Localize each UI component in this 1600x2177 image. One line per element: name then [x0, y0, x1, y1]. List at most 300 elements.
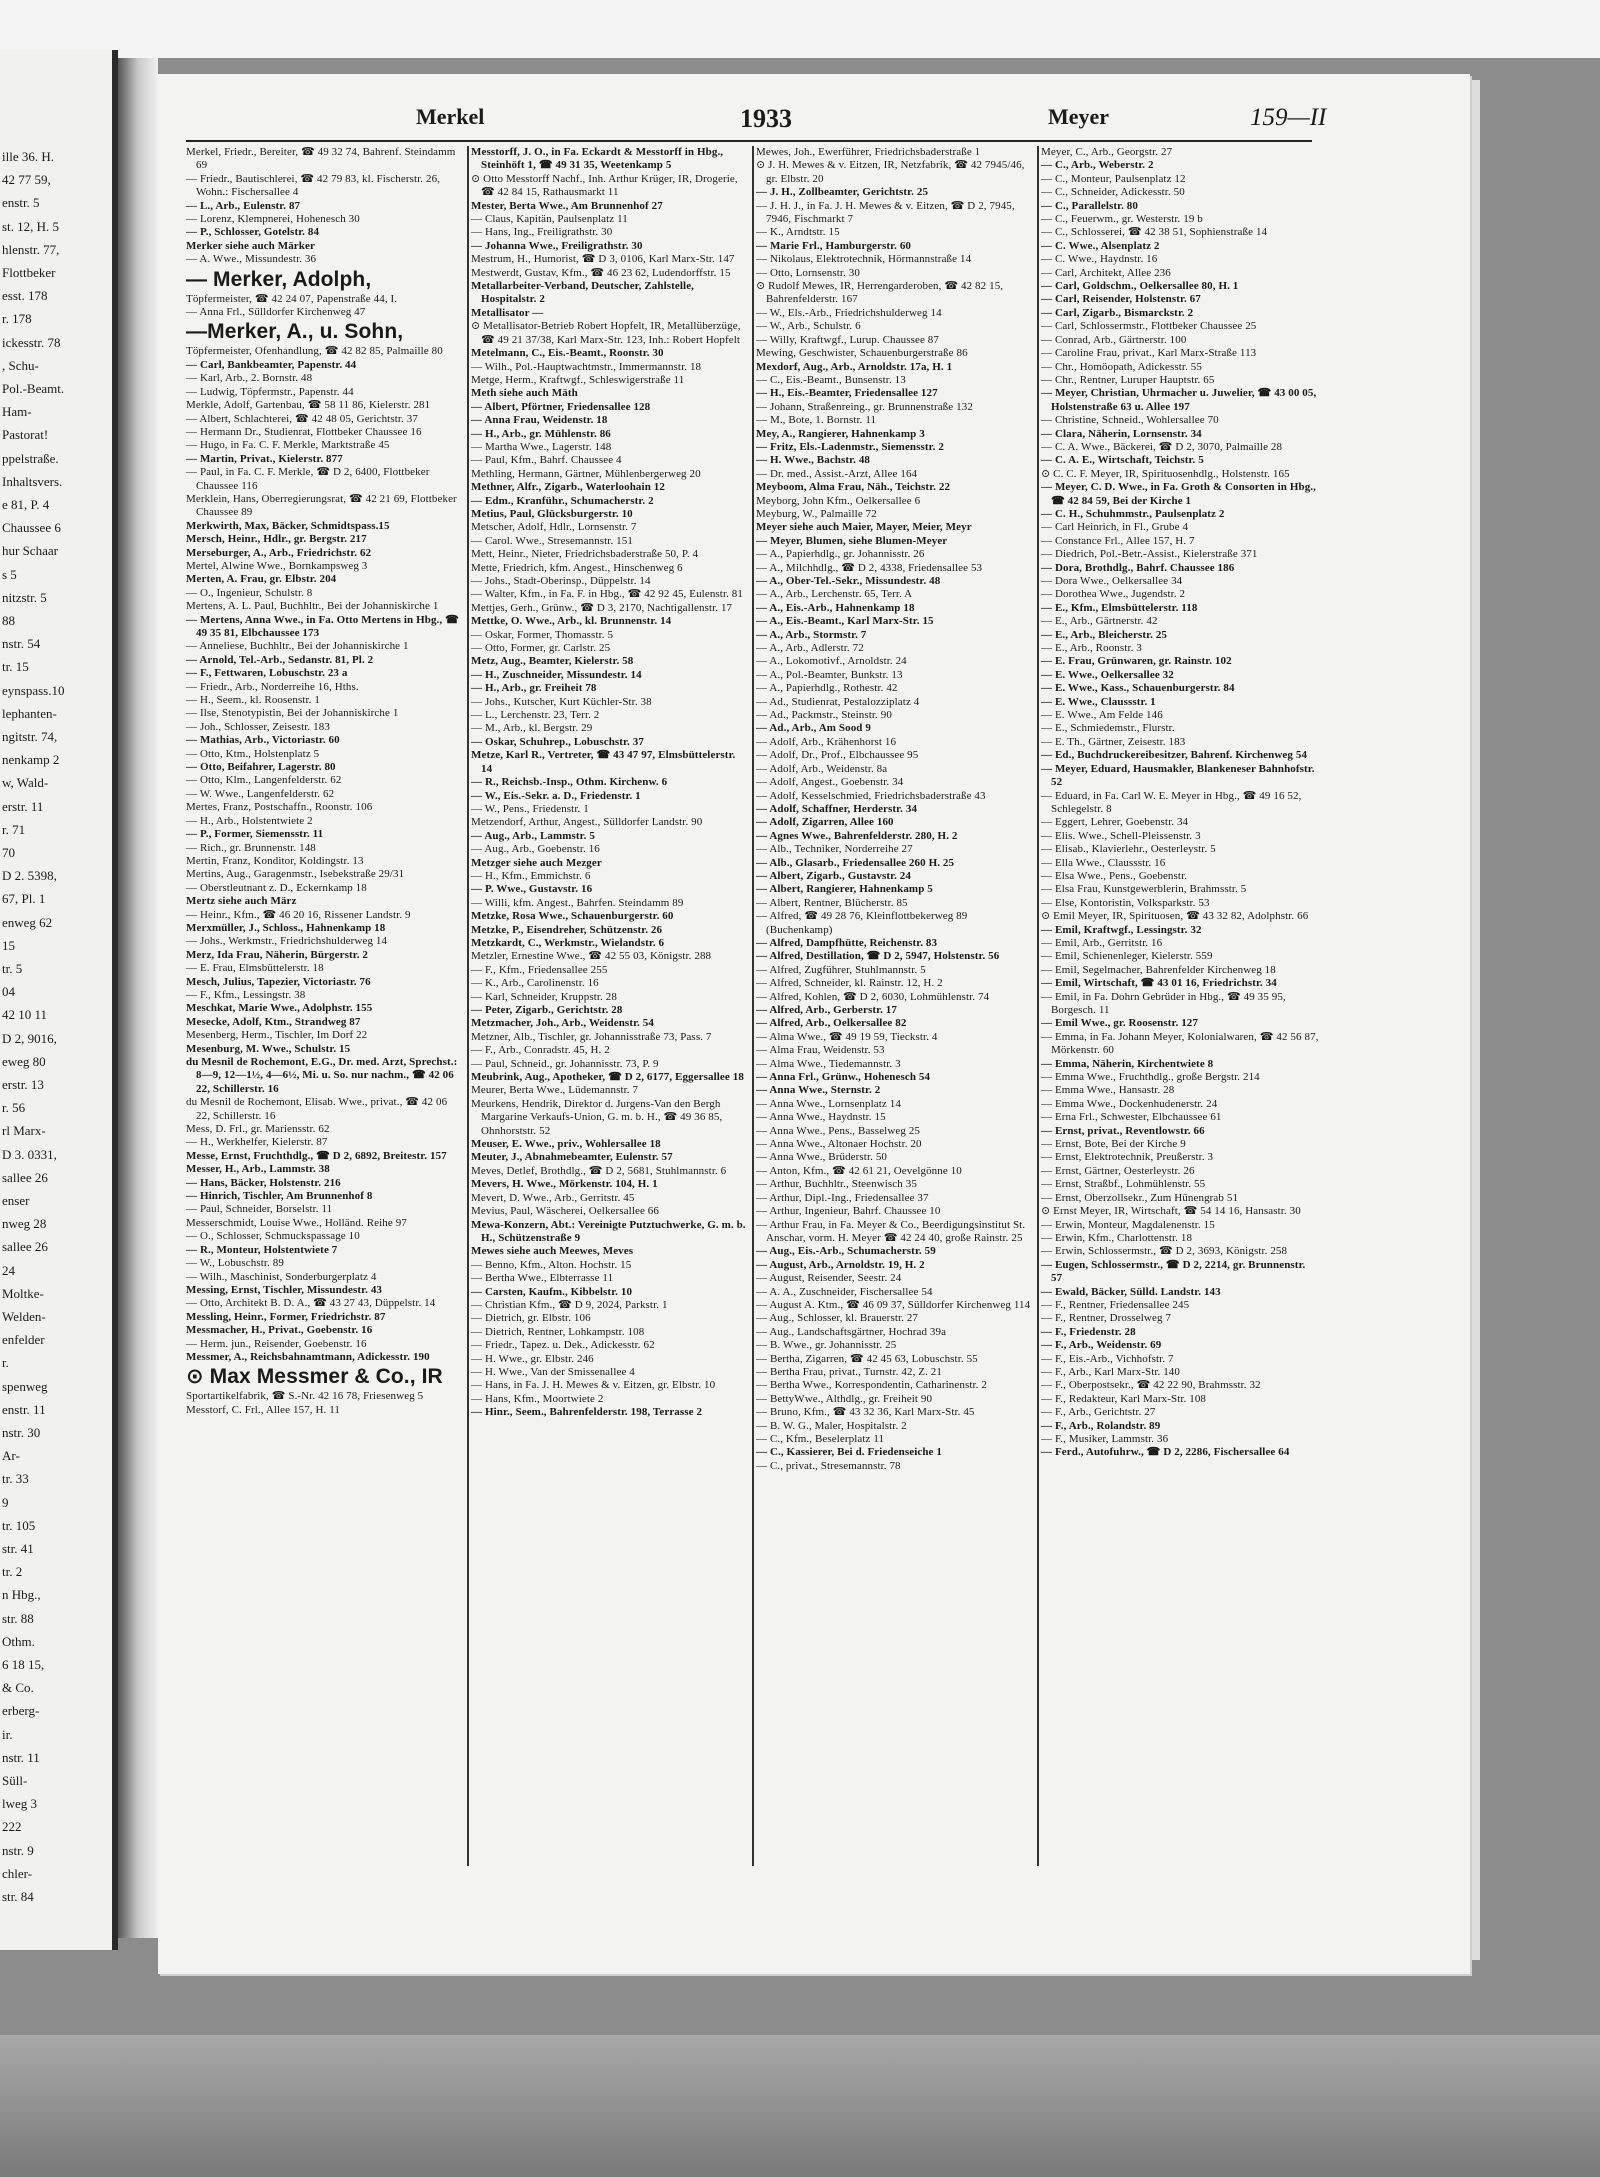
directory-entry: Metzendorf, Arthur, Angest., Sülldorfer Landstr. 90 — [471, 816, 703, 829]
directory-entry: — Dora, Brothdlg., Bahrf. Chaussee 186 — [1041, 561, 1235, 574]
directory-entry: — E. Th., Gärtner, Zeisestr. 183 — [1041, 735, 1186, 748]
directory-entry: Meubrink, Aug., Apotheker, ☎ D 2, 6177, Eggersallee 18 — [471, 1071, 744, 1084]
facing-page-text-fragment: 88 — [2, 613, 15, 628]
directory-entry: — H., Eis.-Beamter, Friedensallee 127 — [756, 387, 938, 400]
directory-entry: — Albert, Pförtner, Friedensallee 128 — [471, 400, 651, 413]
facing-page-text-fragment: 42 10 11 — [2, 1007, 48, 1023]
directory-entry: — C., Schlosserei, ☎ 42 38 51, Sophienstraße 14 — [1041, 226, 1268, 239]
directory-entry: — Anna Wwe., Haydnstr. 15 — [756, 1111, 886, 1124]
facing-page-text-fragment: nstr. 9 — [2, 1842, 34, 1858]
directory-entry: — W., Eis.-Sekr. a. D., Friedenstr. 1 — [471, 789, 641, 802]
directory-entry: — Dora Wwe., Oelkersallee 34 — [1041, 575, 1183, 587]
directory-entry: — Anna Wwe., Brüderstr. 50 — [756, 1151, 888, 1164]
directory-entry: — Hinrich, Tischler, Am Brunnenhof 8 — [186, 1190, 373, 1203]
facing-page-text-fragment: w, Wald- — [2, 775, 49, 791]
directory-entry: — A., Papierhdlg., Rothestr. 42 — [756, 682, 898, 695]
directory-entry: — E., Kfm., Elmsbüttelerstr. 118 — [1041, 601, 1198, 614]
directory-entry: Mertes, Franz, Postschaffn., Roonstr. 106 — [186, 801, 373, 814]
directory-entry: — C., Parallelstr. 80 — [1041, 199, 1139, 212]
directory-entry: — Erwin, Schlossermstr., ☎ D 2, 3693, Königstr. 258 — [1041, 1245, 1288, 1258]
directory-entry: — J. H., Zollbeamter, Gerichtstr. 25 — [756, 186, 929, 199]
facing-page-text-fragment: Süll- — [2, 1773, 28, 1788]
directory-entry: — Otto, Former, gr. Carlstr. 25 — [471, 642, 611, 655]
directory-entry: — Ernst, Straßbf., Lohmühlenstr. 55 — [1041, 1178, 1206, 1191]
directory-entry: — C. A. E., Wirtschaft, Teichstr. 5 — [1041, 454, 1204, 467]
directory-entry: — Ludwig, Töpfermstr., Papenstr. 44 — [186, 385, 354, 398]
directory-entry: — C. H., Schuhmmstr., Paulsenplatz 2 — [1041, 507, 1225, 520]
directory-entry: — Ernst, Bote, Bei der Kirche 9 — [1041, 1138, 1186, 1151]
directory-entry: — Arthur, Buchhltr., Steenwisch 35 — [756, 1178, 917, 1191]
directory-entry: Mertens, A. L. Paul, Buchhltr., Bei der Johanniskirche 1 — [186, 600, 439, 613]
directory-entry: — Eggert, Lehrer, Goebenstr. 34 — [1041, 816, 1189, 829]
directory-entry: — A. Wwe., Missundestr. 36 — [186, 253, 317, 266]
directory-entry: — F., Oberpostsekr., ☎ 42 22 90, Brahmsstr. 32 — [1041, 1379, 1261, 1392]
directory-entry: Mesenberg, Herm., Tischler, Im Dorf 22 — [186, 1029, 368, 1042]
directory-entry: — Carl, Zigarb., Bismarckstr. 2 — [1041, 306, 1194, 319]
directory-entry: Mersch, Heinr., Hdlr., gr. Bergstr. 217 — [186, 533, 367, 546]
directory-entry: — Ad., Studienrat, Pestalozziplatz 4 — [756, 695, 920, 708]
facing-page-text-fragment: ppelstraße. — [2, 450, 59, 466]
facing-page-text-fragment: erstr. 11 — [2, 798, 44, 814]
facing-page-text-fragment: , Schu- — [2, 357, 39, 373]
directory-entry: — Anton, Kfm., ☎ 42 61 21, Oevelgönne 10 — [756, 1164, 962, 1177]
directory-entry: Metzler, Ernestine Wwe., ☎ 42 55 03, Königstr. 288 — [471, 950, 712, 963]
directory-entry: — J. H. J., in Fa. J. H. Mewes & v. Eitzen, ☎ D 2, 7945, 7946, Fischmarkt 7 — [756, 199, 1015, 226]
directory-entry: — Elis. Wwe., Schell-Pleissenstr. 3 — [1041, 829, 1201, 842]
directory-entry: — Walter, Kfm., in Fa. F. in Hbg., ☎ 42 92 45, Eulenstr. 81 — [471, 588, 744, 601]
directory-entry: — Claus, Kapitän, Paulsenplatz 11 — [471, 213, 628, 226]
directory-entry: — Ernst, privat., Reventlowstr. 66 — [1041, 1124, 1205, 1137]
directory-entry: Merseburger, A., Arb., Friedrichstr. 62 — [186, 546, 372, 559]
directory-entry: Merxmüller, J., Schloss., Hahnenkamp 18 — [186, 921, 386, 934]
directory-entry: Meuter, J., Abnahmebeamter, Eulenstr. 57 — [471, 1151, 673, 1164]
directory-entry: — H., Arb., Holstentwiete 2 — [186, 814, 313, 827]
directory-entry: — Aug., Schlosser, kl. Brauerstr. 27 — [756, 1312, 919, 1325]
directory-entry: — Anna Wwe., Sternstr. 2 — [756, 1084, 881, 1097]
scan-background-top — [0, 0, 1600, 58]
facing-page-text-fragment: Othm. — [2, 1633, 35, 1649]
directory-entry: Methling, Hermann, Gärtner, Mühlenbergerweg 20 — [471, 467, 701, 480]
directory-entry: — Hans, Bäcker, Holstenstr. 216 — [186, 1176, 341, 1189]
directory-entry: — Alb., Techniker, Norderreihe 27 — [756, 843, 913, 856]
directory-entry: ⊙ C. C. F. Meyer, IR, Spirituosenhdlg., Holstenstr. 165 — [1041, 467, 1290, 480]
facing-page-text-fragment: r. 71 — [2, 821, 26, 837]
directory-entry: Merten, A. Frau, gr. Elbstr. 204 — [186, 573, 337, 586]
facing-page-text-fragment: sallee 26 — [2, 1239, 48, 1255]
directory-entry: — K., Arndtstr. 15 — [756, 226, 840, 239]
directory-entry: — A., Papierhdlg., gr. Johannisstr. 26 — [756, 548, 925, 561]
directory-entry: — Carl, Reisender, Holstenstr. 67 — [1041, 293, 1201, 306]
facing-page-text-fragment: ickesstr. 78 — [2, 334, 61, 350]
directory-entry: Sportartikelfabrik, ☎ S.-Nr. 42 16 78, Friesenweg 5 — [186, 1390, 424, 1403]
directory-entry: — Willy, Kraftwgf., Lurup. Chaussee 87 — [756, 333, 939, 346]
directory-entry: Mess, D. Frl., gr. Mariensstr. 62 — [186, 1123, 330, 1136]
page-edge-shadow — [1470, 80, 1480, 1960]
directory-entry: — Ferd., Autofuhrw., ☎ D 2, 2286, Fischersallee 64 — [1041, 1446, 1290, 1459]
directory-entry: — Meyer, Blumen, siehe Blumen-Meyer — [756, 534, 948, 547]
directory-entry: — Anna Wwe., Lornsenplatz 14 — [756, 1097, 901, 1110]
facing-page-text-fragment: nitzstr. 5 — [2, 589, 47, 605]
directory-entry: Messmer, A., Reichsbahnamtmann, Adickesstr. 190 — [186, 1350, 430, 1363]
directory-entry: Mettke, O. Wwe., Arb., kl. Brunnenstr. 14 — [471, 615, 672, 628]
directory-entry: Meuser, E. Wwe., priv., Wohlersallee 18 — [471, 1138, 661, 1151]
directory-entry: — Alfred, Schneider, kl. Rainstr. 12, H. 2 — [756, 977, 943, 990]
directory-entry: — F., Arb., Gerichtstr. 27 — [1041, 1406, 1156, 1419]
directory-entry: — Otto, Architekt B. D. A., ☎ 43 27 43, Düppelstr. 14 — [186, 1297, 436, 1310]
facing-page-text-fragment: 9 — [2, 1494, 9, 1510]
directory-entry: — Emil, Wirtschaft, ☎ 43 01 16, Friedrichstr. 34 — [1041, 977, 1277, 990]
directory-entry: — Eugen, Schlossermstr., ☎ D 2, 2214, gr. Brunnenstr. 57 — [1041, 1258, 1306, 1285]
directory-entry: — Emil, in Fa. Dohrn Gebrüder in Hbg., ☎ 49 35 95, Borgesch. 11 — [1041, 990, 1286, 1016]
directory-entry: — August A. Ktm., ☎ 46 09 37, Sülldorfer Kirchenweg 114 — [756, 1298, 1031, 1311]
directory-entry: Metzke, P., Eisendreher, Schützenstr. 26 — [471, 923, 663, 936]
directory-entry: — Willi, kfm. Angest., Bahrfen. Steindamm 89 — [471, 896, 684, 909]
directory-entry: Mertins, Aug., Garagenmstr., Isebekstraße 29/31 — [186, 868, 405, 881]
facing-page-text-fragment: Moltke- — [2, 1285, 44, 1301]
facing-page-text-fragment: tr. 5 — [2, 961, 23, 976]
facing-page-text-fragment: & Co. — [2, 1680, 34, 1696]
directory-entry: Metzner, Alb., Tischler, gr. Johannisstraße 73, Pass. 7 — [471, 1030, 712, 1043]
directory-entry: — Aug., Arb., Goebenstr. 16 — [471, 843, 600, 856]
directory-entry: Mertin, Franz, Konditor, Koldingstr. 13 — [186, 854, 364, 867]
directory-entry: — Christian Kfm., ☎ D 9, 2024, Parkstr. 1 — [471, 1298, 668, 1311]
directory-entry: — C. Wwe., Haydnstr. 16 — [1041, 253, 1158, 266]
directory-entry: Meves, Detlef, Brothdlg., ☎ D 2, 5681, Stuhlmannstr. 6 — [471, 1164, 727, 1177]
facing-page-text-fragment: lephanten- — [2, 705, 57, 721]
facing-page-text-fragment: tr. 15 — [2, 659, 29, 675]
facing-page-text-fragment: tr. 105 — [2, 1517, 36, 1533]
directory-entry: — Clara, Näherin, Lornsenstr. 34 — [1041, 427, 1202, 440]
directory-entry: — Dorothea Wwe., Jugendstr. 2 — [1041, 588, 1186, 601]
directory-entry: Metzmacher, Joh., Arb., Weidenstr. 54 — [471, 1017, 654, 1030]
directory-entry: — F., Musiker, Lammstr. 36 — [1041, 1433, 1169, 1445]
directory-entry: — BettyWwe., Althdlg., gr. Freiheit 90 — [756, 1392, 933, 1405]
directory-entry: Metzger siehe auch Mezger — [471, 856, 602, 869]
facing-page-text-fragment: r. — [2, 1355, 9, 1371]
directory-entry: du Mesnil de Rochemont, E.G., Dr. med. Arzt, Sprechst.: 8—9, 12—1½, 4—6½, Mi. u. So. nur nachm., ☎ 42 06 22, Schillerstr. 16 — [186, 1056, 458, 1095]
directory-entry: — Caroline Frau, privat., Karl Marx-Straße 113 — [1041, 347, 1257, 360]
directory-entry: Merkel, Friedr., Bereiter, ☎ 49 32 74, Bahrenf. Steindamm 69 — [186, 146, 456, 172]
directory-entry: Metz, Aug., Beamter, Kielerstr. 58 — [471, 655, 634, 668]
directory-entry: — Emma, Näherin, Kirchentwiete 8 — [1041, 1057, 1214, 1070]
directory-entry: — Bertha Wwe., Korrespondentin, Catharinenstr. 2 — [756, 1379, 987, 1392]
facing-page-text-fragment: str. 41 — [2, 1541, 34, 1556]
directory-entry: Merker siehe auch Märker — [186, 239, 315, 252]
directory-entry: — C., Schneider, Adickesstr. 50 — [1041, 186, 1185, 199]
directory-entry: — F., Arb., Karl Marx-Str. 140 — [1041, 1365, 1181, 1378]
directory-entry: — Otto, Ktm., Holstenplatz 5 — [186, 747, 320, 760]
directory-entry: ⊙ Otto Messtorff Nachf., Inh. Arthur Krüger, IR, Drogerie, ☎ 42 84 15, Rathausmarkt 11 — [471, 172, 738, 199]
directory-entry: — Herm. jun., Reisender, Goebenstr. 16 — [186, 1337, 367, 1350]
directory-entry: Mette, Friedrich, kfm. Angest., Hinschenweg 6 — [471, 561, 683, 574]
directory-entry: — Johs., Werkmstr., Friedrichshulderweg 14 — [186, 935, 388, 948]
directory-entry: — Adolf, Arb., Weidenstr. 8a — [756, 762, 888, 775]
directory-entry: — Bruno, Kfm., ☎ 43 32 36, Karl Marx-Str. 45 — [756, 1406, 975, 1419]
directory-entry: — Adolf, Zigarren, Allee 160 — [756, 816, 894, 829]
facing-page-text-fragment: erberg- — [2, 1703, 40, 1719]
facing-page-text-fragment: tr. 2 — [2, 1564, 23, 1580]
directory-entry: Mesecke, Adolf, Ktm., Strandweg 87 — [186, 1015, 361, 1028]
directory-entry: — Elisab., Klavierlehr., Oesterleystr. 5 — [1041, 843, 1216, 856]
directory-entry: — Arnold, Tel.-Arb., Sedanstr. 81, Pl. 2 — [186, 653, 374, 666]
directory-column-3 — [756, 146, 1034, 1886]
facing-page-text-fragment: rl Marx- — [2, 1123, 46, 1139]
directory-entry: — W. Wwe., Langenfelderstr. 62 — [186, 787, 335, 800]
directory-entry: — A. A., Zuschneider, Fischersallee 54 — [756, 1285, 933, 1298]
column-divider — [467, 146, 469, 1866]
directory-entry: — Emil Wwe., gr. Roosenstr. 127 — [1041, 1017, 1199, 1030]
directory-entry: — Oberstleutnant z. D., Eckernkamp 18 — [186, 881, 367, 894]
directory-entry: — C., Arb., Weberstr. 2 — [1041, 159, 1154, 172]
directory-entry: — F., Rentner, Friedensallee 245 — [1041, 1298, 1190, 1311]
facing-page-text-fragment: Pastorat! — [2, 427, 49, 443]
facing-page-text-fragment: Flottbeker — [2, 265, 56, 280]
directory-entry: — Dietrich, gr. Elbstr. 106 — [471, 1312, 591, 1325]
directory-entry: — August, Reisender, Seestr. 24 — [756, 1272, 902, 1285]
directory-entry: Metzkardt, C., Werkmstr., Wielandstr. 6 — [471, 936, 665, 949]
facing-page-text-fragment: sallee 26 — [2, 1169, 48, 1185]
facing-page-text-fragment: nstr. 11 — [2, 1749, 40, 1765]
directory-entry: — P., Schlosser, Gotelstr. 84 — [186, 226, 320, 239]
facing-page-text-fragment: spenweg — [2, 1378, 48, 1394]
page-number: 159—II — [1250, 104, 1327, 131]
facing-page-edge — [0, 50, 118, 1950]
directory-entry: — Carol. Wwe., Stresemannstr. 151 — [471, 534, 633, 547]
directory-entry: — W., Pens., Friedenstr. 1 — [471, 802, 589, 815]
directory-entry: — Meyer, C. D. Wwe., in Fa. Groth & Consorten in Hbg., ☎ 42 84 59, Bei der Kirche 1 — [1041, 481, 1316, 507]
directory-entry: du Mesnil de Rochemont, Elisab. Wwe., privat., ☎ 42 06 22, Schillerstr. 16 — [186, 1096, 448, 1122]
directory-entry: — E. Frau, Grünwaren, gr. Rainstr. 102 — [1041, 655, 1232, 668]
directory-entry: Messtorff, J. O., in Fa. Eckardt & Messtorff in Hbg., Steinhöft 1, ☎ 49 31 35, Weetenkamp 5 — [471, 146, 724, 172]
directory-entry: — M., Bote, 1. Bornstr. 11 — [756, 414, 877, 427]
running-head-first-entry: Merkel — [416, 104, 485, 129]
directory-entry: — Rich., gr. Brunnenstr. 148 — [186, 841, 316, 854]
directory-entry: — L., Lerchenstr. 23, Terr. 2 — [471, 709, 600, 722]
directory-entry: Metze, Karl R., Vertreter, ☎ 43 47 97, Elmsbüttelerstr. 14 — [471, 749, 736, 775]
directory-entry: — Hans, Kfm., Moortwiete 2 — [471, 1392, 604, 1405]
facing-page-text-fragment: Pol.-Beamt. — [2, 381, 65, 396]
directory-entry: — A., Milchhdlg., ☎ D 2, 4338, Friedensallee 53 — [756, 561, 983, 574]
facing-page-text-fragment: D 3. 0331, — [2, 1146, 57, 1162]
facing-page-text-fragment: enser — [2, 1193, 30, 1208]
directory-entry: — Alma Frau, Weidenstr. 53 — [756, 1044, 885, 1057]
directory-entry: — Joh., Schlosser, Zeisestr. 183 — [186, 720, 330, 733]
header-rule — [186, 140, 1312, 142]
directory-entry: — H., Arb., gr. Mühlenstr. 86 — [471, 427, 611, 440]
directory-entry: — Diedrich, Pol.-Betr.-Assist., Kielerstraße 371 — [1041, 548, 1258, 561]
directory-advert-heading: ⊙ Max Messmer & Co., IR — [186, 1365, 443, 1389]
directory-entry: Metscher, Adolf, Hdlr., Lornsenstr. 7 — [471, 521, 637, 534]
scan-background-bottom — [0, 2035, 1600, 2177]
directory-entry: — Mathias, Arb., Victoriastr. 60 — [186, 734, 340, 747]
directory-entry: Mett, Heinr., Nieter, Friedrichsbaderstraße 50, P. 4 — [471, 548, 699, 561]
directory-entry: — Alma Wwe., ☎ 49 19 59, Tieckstr. 4 — [756, 1030, 938, 1043]
facing-page-text-fragment: Ham- — [2, 404, 32, 420]
directory-entry: — Adolf, Arb., Krähenhorst 16 — [756, 735, 897, 748]
directory-entry: — Dietrich, Rentner, Lohkampstr. 108 — [471, 1325, 645, 1338]
directory-entry: — R., Reichsb.-Insp., Othm. Kirchenw. 6 — [471, 776, 668, 789]
directory-entry: — Erwin, Monteur, Magdalenenstr. 15 — [1041, 1218, 1215, 1231]
facing-page-text-fragment: D 2. 5398, — [2, 868, 57, 884]
facing-page-text-fragment: Ar- — [2, 1448, 20, 1464]
directory-entry: — Emil, Arb., Gerritstr. 16 — [1041, 936, 1163, 949]
directory-entry: — B. Wwe., gr. Johannisstr. 25 — [756, 1339, 897, 1352]
directory-entry: — L., Arb., Eulenstr. 87 — [186, 199, 301, 212]
directory-entry: — A., Pol.-Beamter, Bunkstr. 13 — [756, 668, 903, 681]
facing-page-text-fragment: 24 — [2, 1262, 15, 1278]
directory-entry: — Nikolaus, Elektrotechnik, Hörmannstraße 14 — [756, 253, 972, 266]
directory-entry: — Hermann Dr., Studienrat, Flottbeker Chaussee 16 — [186, 425, 422, 438]
directory-entry: — Anna Frl., Sülldorfer Kirchenweg 47 — [186, 306, 366, 319]
facing-page-text-fragment: 42 77 59, — [2, 172, 51, 188]
directory-entry: — Benno, Kfm., Alton. Hochstr. 15 — [471, 1258, 632, 1271]
directory-entry: — Erwin, Kfm., Charlottenstr. 18 — [1041, 1231, 1193, 1244]
facing-page-text-fragment: nstr. 54 — [2, 636, 41, 652]
running-head-year: 1933 — [740, 104, 792, 133]
facing-page-text-fragment: 15 — [2, 937, 15, 953]
directory-entry: Meyborg, John Kfm., Oelkersallee 6 — [756, 494, 921, 507]
directory-entry: — Emma Wwe., Dockenhudenerstr. 24 — [1041, 1097, 1218, 1110]
facing-page-text-fragment: nenkamp 2 — [2, 752, 60, 768]
directory-entry: — H., Werkhelfer, Kielerstr. 87 — [186, 1136, 328, 1149]
facing-page-text-fragment: 222 — [2, 1819, 22, 1835]
directory-entry: — Otto, Beifahrer, Lagerstr. 80 — [186, 761, 336, 774]
directory-entry: Mesch, Julius, Tapezier, Victoriastr. 76 — [186, 975, 371, 988]
directory-entry: — Hans, Ing., Freiligrathstr. 30 — [471, 226, 613, 239]
directory-entry: — Bertha Wwe., Elbterrasse 11 — [471, 1272, 614, 1285]
directory-entry: — Eduard, in Fa. Carl W. E. Meyer in Hbg., ☎ 49 16 52, Schlegelstr. 8 — [1041, 789, 1302, 815]
directory-entry: — C., Monteur, Paulsenplatz 12 — [1041, 172, 1186, 185]
directory-entry: — Alfred, Destillation, ☎ D 2, 5947, Holstenstr. 56 — [756, 950, 1000, 963]
directory-entry: — F., Arb., Rolandstr. 89 — [1041, 1419, 1161, 1432]
facing-page-text-fragment: lweg 3 — [2, 1796, 38, 1812]
directory-entry: — Anna Wwe., Pens., Basselweg 25 — [756, 1124, 921, 1137]
directory-entry: — Alb., Glasarb., Friedensallee 260 H. 25 — [756, 856, 955, 869]
directory-entry: Mettjes, Gerh., Grünw., ☎ D 3, 2170, Nachtigallenstr. 17 — [471, 601, 733, 614]
column-divider — [752, 146, 754, 1866]
directory-entry: — Albert, Rentner, Blücherstr. 85 — [756, 896, 908, 909]
directory-entry: — Paul, Kfm., Bahrf. Chaussee 4 — [471, 454, 622, 467]
directory-entry: — F., Arb., Weidenstr. 69 — [1041, 1339, 1162, 1352]
facing-page-text-fragment: 04 — [2, 984, 15, 1000]
directory-entry: — P., Former, Siemensstr. 11 — [186, 828, 324, 841]
directory-entry: — Adolf, Angest., Goebenstr. 34 — [756, 776, 904, 789]
directory-entry: — H., Zuschneider, Missundestr. 14 — [471, 668, 642, 681]
directory-entry: — K., Arb., Carolinenstr. 16 — [471, 977, 599, 990]
directory-entry: — H., Seem., kl. Roosenstr. 1 — [186, 694, 320, 707]
directory-entry: — P. Wwe., Gustavstr. 16 — [471, 883, 593, 896]
directory-entry: — C. Wwe., Alsenplatz 2 — [1041, 239, 1160, 252]
directory-entry: Meyer, C., Arb., Georgstr. 27 — [1041, 146, 1173, 158]
directory-entry: — Johanna Wwe., Freiligrathstr. 30 — [471, 239, 643, 252]
directory-entry: — A., Eis.-Beamt., Karl Marx-Str. 15 — [756, 615, 934, 628]
directory-entry: Meschkat, Marie Wwe., Adolphstr. 155 — [186, 1002, 373, 1015]
directory-entry: — H. Wwe., Bachstr. 48 — [756, 454, 871, 467]
directory-entry: — E., Arb., Roonstr. 3 — [1041, 642, 1142, 655]
directory-entry: — E., Arb., Bleicherstr. 25 — [1041, 628, 1168, 641]
facing-page-text-fragment: eweg 80 — [2, 1053, 46, 1069]
directory-entry: — Otto, Klm., Langenfelderstr. 62 — [186, 774, 342, 787]
directory-entry: Meth siehe auch Mäth — [471, 387, 578, 400]
directory-entry: — Alfred, Zugführer, Stuhlmannstr. 5 — [756, 963, 926, 976]
directory-entry: — Ernst, Elektrotechnik, Preußerstr. 3 — [1041, 1151, 1214, 1164]
directory-entry: — Ed., Buchdruckereibesitzer, Bahrenf. Kirchenweg 54 — [1041, 749, 1308, 762]
directory-entry: — Johann, Straßenreing., gr. Brunnenstraße 132 — [756, 400, 973, 413]
directory-entry: — Martha Wwe., Lagerstr. 148 — [471, 440, 612, 453]
column-divider — [1037, 146, 1039, 1866]
directory-entry: — Agnes Wwe., Bahrenfelderstr. 280, H. 2 — [756, 829, 958, 842]
directory-entry: — F., Redakteur, Karl Marx-Str. 108 — [1041, 1392, 1207, 1405]
directory-entry: — Aug., Landschaftsgärtner, Hochrad 39a — [756, 1325, 947, 1338]
directory-entry: ⊙ Emil Meyer, IR, Spirituosen, ☎ 43 32 82, Adolphstr. 66 — [1041, 910, 1309, 923]
directory-entry: — A., Eis.-Arb., Hahnenkamp 18 — [756, 601, 915, 614]
directory-entry: Meyer siehe auch Maier, Mayer, Meier, Meyr — [756, 521, 972, 534]
directory-entry: — Emma Wwe., Hansastr. 28 — [1041, 1084, 1175, 1097]
directory-entry: — C., Kfm., Beselerplatz 11 — [756, 1433, 885, 1445]
directory-entry: — Friedr., Bautischlerei, ☎ 42 79 83, kl. Fischerstr. 26, Wohn.: Fischersallee 4 — [186, 172, 441, 199]
directory-entry: — Chr., Rentner, Luruper Hauptstr. 65 — [1041, 373, 1215, 386]
directory-entry: Mevert, D. Wwe., Arb., Gerritstr. 45 — [471, 1191, 635, 1204]
directory-entry: Mewes siehe auch Meewes, Meves — [471, 1245, 634, 1258]
directory-entry: — Emil, Segelmacher, Bahrenfelder Kirchenweg 18 — [1041, 963, 1276, 976]
book-gutter — [118, 58, 158, 1938]
directory-entry: — Chr., Homöopath, Adickesstr. 55 — [1041, 360, 1202, 373]
directory-entry: Metius, Paul, Glücksburgerstr. 10 — [471, 507, 633, 520]
directory-entry: — Ernst, Oberzollsekr., Zum Hünengrab 51 — [1041, 1191, 1239, 1204]
directory-entry: — F., Kfm., Lessingstr. 38 — [186, 988, 306, 1001]
directory-entry: — W., Lobuschstr. 89 — [186, 1257, 284, 1270]
directory-entry: — Ilse, Stenotypistin, Bei der Johanniskirche 1 — [186, 707, 399, 720]
directory-entry: — W., Arb., Schulstr. 6 — [756, 320, 861, 333]
directory-entry: Messe, Ernst, Fruchthdlg., ☎ D 2, 6892, Breitestr. 157 — [186, 1149, 447, 1162]
directory-entry: Metallarbeiter-Verband, Deutscher, Zahlstelle, Hospitalstr. 2 — [471, 280, 695, 306]
directory-entry: — Carsten, Kaufm., Kibbelstr. 10 — [471, 1285, 633, 1298]
directory-entry: — Carl Heinrich, in Fl., Grube 4 — [1041, 521, 1189, 534]
directory-entry: Metzke, Rosa Wwe., Schauenburgerstr. 60 — [471, 910, 674, 923]
directory-entry: ⊙ Ernst Meyer, IR, Wirtschaft, ☎ 54 14 16, Hansastr. 30 — [1041, 1205, 1301, 1218]
directory-entry: — Oskar, Former, Thomasstr. 5 — [471, 628, 614, 641]
directory-entry: — F., Rentner, Drosselweg 7 — [1041, 1312, 1172, 1325]
directory-entry: — Martin, Privat., Kielerstr. 877 — [186, 452, 343, 465]
directory-entry: — W., Els.-Arb., Friedrichshulderweg 14 — [756, 306, 942, 319]
facing-page-text-fragment: ille 36. H. — [2, 149, 54, 164]
facing-page-text-fragment: s 5 — [2, 566, 17, 582]
directory-entry: — Anneliese, Buchhltr., Bei der Johanniskirche 1 — [186, 640, 409, 653]
facing-page-text-fragment: ngitstr. 74, — [2, 729, 58, 744]
directory-entry: Töpfermeister, Ofenhandlung, ☎ 42 82 85, Palmaille 80 — [186, 345, 443, 358]
directory-entry: — Constance Frl., Allee 157, H. 7 — [1041, 534, 1195, 547]
directory-entry: Messer, H., Arb., Lammstr. 38 — [186, 1163, 330, 1176]
directory-entry: — E., Schmiedemstr., Flurstr. — [1041, 722, 1175, 735]
directory-entry: — Bertha Frau, privat., Turnstr. 42, Z. 21 — [756, 1365, 943, 1378]
facing-page-text-fragment: r. 178 — [2, 311, 32, 327]
directory-entry: — E. Wwe., Oelkersallee 32 — [1041, 668, 1174, 681]
directory-entry: — Oskar, Schuhrep., Lobuschstr. 37 — [471, 735, 644, 748]
directory-entry: — O., Ingenieur, Schulstr. 8 — [186, 586, 313, 599]
directory-entry: — Elsa Wwe., Pens., Goebenstr. — [1041, 869, 1188, 882]
directory-entry: — Anna Frl., Grünw., Hohenesch 54 — [756, 1071, 931, 1084]
directory-entry: — Paul, Schneid., gr. Johannisstr. 73, P. 9 — [471, 1057, 659, 1070]
directory-entry: — B. W. G., Maler, Hospitalstr. 2 — [756, 1419, 907, 1432]
directory-entry: — Mertens, Anna Wwe., in Fa. Otto Mertens in Hbg., ☎ 49 35 81, Elbchaussee 173 — [186, 613, 459, 639]
directory-entry: Mester, Berta Wwe., Am Brunnenhof 27 — [471, 199, 663, 212]
directory-entry: Merklein, Hans, Oberregierungsrat, ☎ 42 21 69, Flottbeker Chaussee 89 — [186, 492, 457, 519]
directory-entry: — F., Arb., Conradstr. 45, H. 2 — [471, 1044, 610, 1057]
directory-entry: — August, Arb., Arnoldstr. 19, H. 2 — [756, 1258, 925, 1271]
directory-entry: — F., Eis.-Arb., Vichhofstr. 7 — [1041, 1352, 1174, 1365]
directory-entry: — A., Arb., Lerchenstr. 65, Terr. A — [756, 588, 913, 601]
directory-entry: — C., Eis.-Beamt., Bunsenstr. 13 — [756, 373, 906, 386]
